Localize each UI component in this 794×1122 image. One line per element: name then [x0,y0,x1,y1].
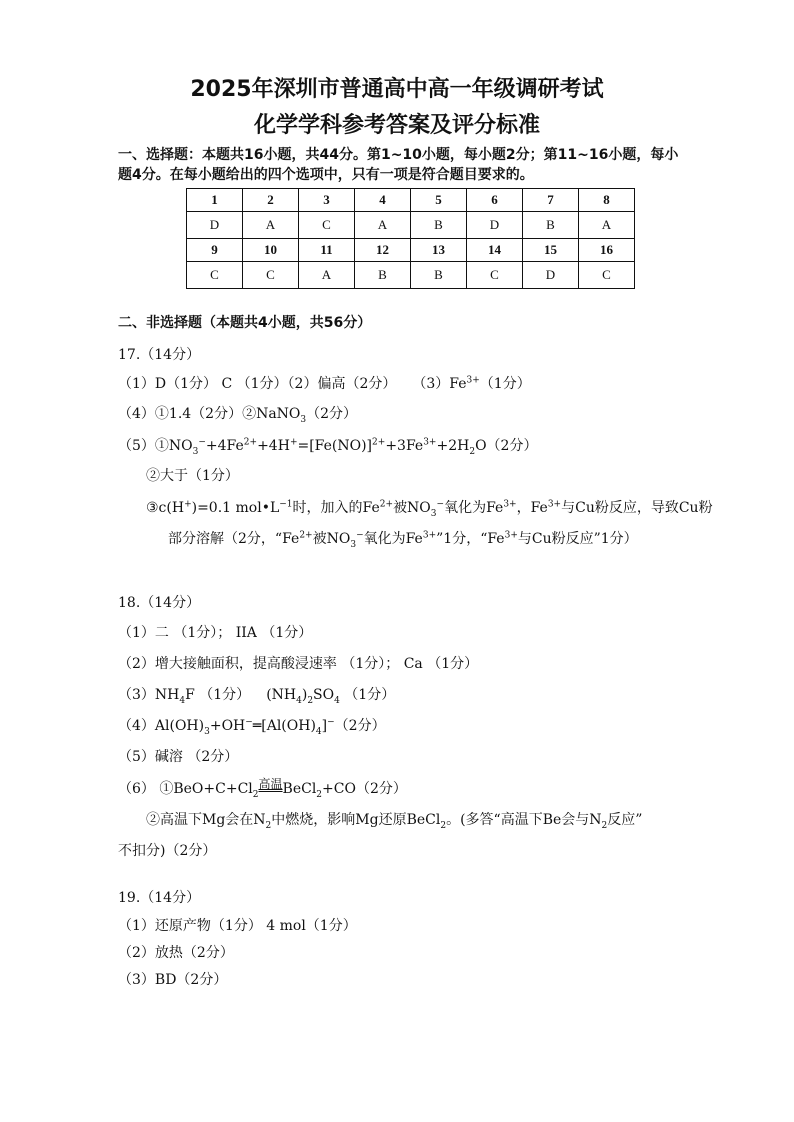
superscript: − [198,437,206,448]
answer-text: 氧化为Fe [444,500,504,516]
q18-line7 [146,811,642,829]
q17-line1 [118,375,531,393]
answer-text: （3）NH [118,687,180,703]
superscript: 3+ [504,530,518,541]
q19-title: 19.（14分） [118,890,201,906]
q18-line8: 不扣分)（2分） [118,843,217,859]
subscript: 4 [315,726,322,737]
subscript: 2 [307,695,314,706]
q18-title: 18.（14分） [118,595,201,611]
table-cell: C [467,262,523,289]
subscript: 2 [440,820,447,831]
table-cell: 7 [523,189,579,212]
q19-line3: （3）BD（2分） [118,972,228,988]
table-cell: 2 [243,189,299,212]
answer-text: ③c(H [146,500,185,516]
answer-text: （5）①NO [118,438,193,454]
q18-line5: （5）碱溶 （2分） [118,749,239,765]
section1-heading-line1: 一、选择题：本题共16小题，共44分。第1~10小题，每小题2分；第11~16小题，每小 [118,147,679,163]
q17-line4: ②大于（1分） [146,468,239,484]
answer-text: ) [301,687,308,703]
subscript: 3 [350,539,357,550]
subscript: 2 [469,446,476,457]
answer-text: ②高温下Mg会在N [146,812,266,828]
document-subtitle: 化学学科参考答案及评分标准 [253,113,540,138]
answer-text: （4）①1.4（2分）②NaNO [118,406,301,422]
q18-line3 [118,686,395,704]
table-cell: 8 [579,189,635,212]
answer-text: 部分溶解（2分，“Fe [168,531,300,547]
table-cell: A [299,262,355,289]
table-row [187,262,635,289]
table-cell: D [467,212,523,239]
superscript: − [327,717,335,728]
superscript: 3+ [547,499,562,510]
answer-text: （1分） [479,376,531,392]
table-cell: 1 [187,189,243,212]
table-row [187,212,635,239]
table-cell: 3 [299,189,355,212]
subscript: 2 [265,820,272,831]
answer-table [186,188,635,289]
answer-text: 被NO [312,531,351,547]
answer-text: 与Cu粉反应，导致Cu粉 [561,500,713,516]
subscript: 3 [300,414,307,425]
superscript: 2+ [372,437,386,448]
table-cell: B [355,262,411,289]
answer-text: 。(多答“高温下Be会与N [446,812,602,828]
answer-text: =[Fe(NO)] [297,438,373,454]
table-cell: 11 [299,239,355,262]
table-cell: 15 [523,239,579,262]
superscript: 3+ [423,437,437,448]
answer-text: （2分） [306,406,358,422]
table-cell: A [355,212,411,239]
answer-text: +4H [257,438,290,454]
q18-line1: （1）二 （1分）； IIA （1分） [118,625,313,641]
answer-text: ═[Al(OH) [252,718,316,734]
table-cell: C [187,262,243,289]
superscript: + [289,437,298,448]
answer-text: 时，加入的Fe [292,500,380,516]
table-cell: 6 [467,189,523,212]
answer-text: ”1分，“Fe [436,531,505,547]
superscript: − [245,717,253,728]
q17-line2 [118,405,357,423]
answer-text: （2分） [334,718,386,734]
q19-line1: （1）还原产物（1分） 4 mol（1分） [118,918,357,934]
answer-text: （1分） [339,687,396,703]
superscript: + [184,499,192,510]
table-cell: 14 [467,239,523,262]
subscript: 2 [252,789,259,800]
subscript: 2 [601,820,608,831]
reaction-condition: 高温 [258,777,283,791]
answer-text: +3Fe [385,438,424,454]
answer-text: +OH [209,718,246,734]
superscript: − [436,499,445,510]
table-cell: 5 [411,189,467,212]
q18-line6 [118,777,407,800]
superscript: 2+ [299,530,313,541]
table-cell: C [243,262,299,289]
subscript: 3 [430,508,437,519]
answer-text: +2H [436,438,470,454]
subscript: 4 [296,695,302,706]
answer-text: （1）D（1分） C （1分）（2）偏高（2分） [118,376,397,392]
table-cell: A [243,212,299,239]
table-cell: C [579,262,635,289]
table-cell: 12 [355,239,411,262]
superscript: −1 [279,499,293,510]
superscript: 2+ [379,499,394,510]
superscript: − [356,530,364,541]
answer-text: BeCl [282,781,317,797]
subscript: 3 [192,446,199,457]
table-cell: 4 [355,189,411,212]
subscript: 4 [334,695,340,706]
table-cell: B [411,262,467,289]
answer-text: 反应” [607,812,643,828]
answer-text: +CO（2分） [322,781,407,797]
q17-line3 [118,437,537,455]
superscript: 3+ [466,375,480,386]
q17-title: 17.（14分） [118,347,201,363]
superscript: 2+ [243,437,258,448]
answer-text: F （1分） [185,687,251,703]
answer-text: 被NO [393,500,431,516]
table-row [187,239,635,262]
answer-text: +4Fe [205,438,244,454]
q19-line2: （2）放热（2分） [118,945,234,961]
answer-text: SO [313,687,335,703]
section2-heading: 二、非选择题（本题共4小题，共56分） [118,315,372,331]
superscript: 3+ [503,499,517,510]
answer-text: ，Fe [516,500,548,516]
superscript: 3+ [422,530,437,541]
table-cell: B [523,212,579,239]
q18-line4 [118,717,386,735]
section1-heading-line2: 题4分。在每小题给出的四个选项中，只有一项是符合题目要求的。 [118,167,534,183]
table-cell: 10 [243,239,299,262]
table-cell: 13 [411,239,467,262]
answer-text: （6） ①BeO+C+Cl [118,781,253,797]
table-cell: A [579,212,635,239]
table-cell: 16 [579,239,635,262]
answer-text: 氧化为Fe [363,531,423,547]
document-title: 2025年深圳市普通高中高一年级调研考试 [190,77,604,102]
answer-text: （3）Fe [412,376,467,392]
subscript: 3 [204,726,210,737]
q18-line2: （2）增大接触面积，提高酸浸速率 （1分）； Ca （1分） [118,656,479,672]
subscript: 4 [179,695,186,706]
table-cell: 9 [187,239,243,262]
answer-text: 与Cu粉反应”1分） [517,531,638,547]
answer-text: O（2分） [475,438,538,454]
q17-line5 [146,499,713,517]
answer-text: )=0.1 mol•L [191,500,280,516]
answer-text: （4）Al(OH) [118,718,205,734]
table-row [187,189,635,212]
answer-text: (NH [266,687,297,703]
table-cell: B [411,212,467,239]
answer-text: 中燃烧，影响Mg还原BeCl [271,812,441,828]
q17-line6 [168,530,638,548]
table-cell: D [187,212,243,239]
table-cell: C [299,212,355,239]
answer-text: ] [321,718,328,734]
table-cell: D [523,262,579,289]
subscript: 2 [316,789,323,800]
